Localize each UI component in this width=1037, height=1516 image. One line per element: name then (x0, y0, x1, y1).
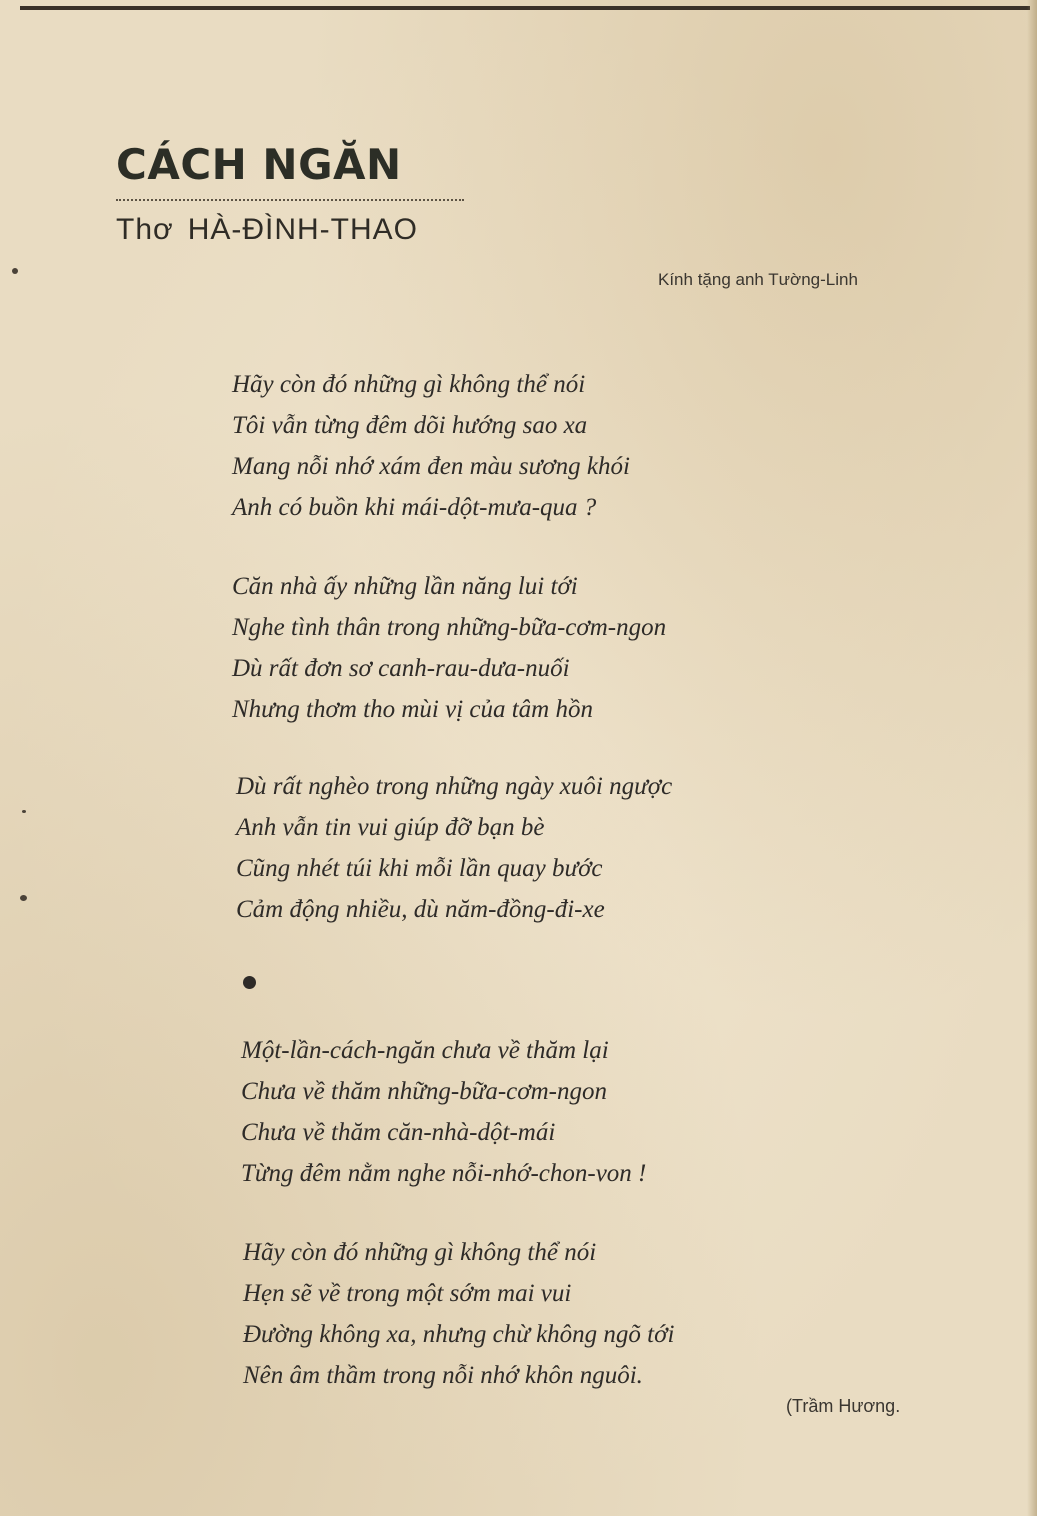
dedication: Kính tặng anh Tường-Linh (658, 270, 858, 289)
poem-line: Nhưng thơm tho mùi vị của tâm hồn (232, 696, 593, 723)
byline-prefix: Thơ (116, 213, 174, 246)
poem-line: Hãy còn đó những gì không thể nói (243, 1239, 597, 1266)
poem-line: Dù rất đơn sơ canh-rau-dưa-nuối (232, 655, 570, 682)
poem-line: Hãy còn đó những gì không thể nói (232, 371, 586, 398)
stanza-3 (236, 766, 672, 930)
signature: (Trầm Hương. (786, 1396, 901, 1416)
author-name: HÀ-ĐÌNH-THAO (187, 213, 419, 246)
poem-line: Từng đêm nằm nghe nỗi-nhớ-chon-von ! (241, 1160, 647, 1187)
poem-line: Anh có buồn khi mái-dột-mưa-qua ? (232, 494, 597, 521)
poem-line: Căn nhà ấy những lần năng lui tới (232, 573, 578, 600)
paper-speck (22, 810, 26, 813)
stanza-1 (232, 364, 630, 528)
poem-line: Tôi vẫn từng đêm dõi hướng sao xa (232, 412, 588, 439)
top-border-rule (20, 6, 1030, 10)
page-edge-shadow (1027, 0, 1037, 1516)
poem-line: Nghe tình thân trong những-bữa-cơm-ngon (232, 614, 667, 641)
stanza-2 (232, 566, 666, 730)
poem-line: Hẹn sẽ về trong một sớm mai vui (243, 1280, 572, 1307)
byline (116, 213, 418, 247)
stanza-4 (241, 1030, 646, 1194)
poem-line: Nên âm thầm trong nỗi nhớ khôn nguôi. (243, 1362, 643, 1389)
poem-title: CÁCH NGĂN (116, 140, 402, 189)
poem-line: Anh vẫn tin vui giúp đỡ bạn bè (236, 814, 545, 841)
paper-speck (20, 895, 27, 901)
poem-line: Một-lần-cách-ngăn chưa về thăm lại (241, 1037, 609, 1064)
poem-line: Đường không xa, nhưng chừ không ngõ tới (243, 1321, 675, 1348)
poem-line: Mang nỗi nhớ xám đen màu sương khói (232, 453, 630, 480)
paper-speck (12, 268, 18, 274)
title-dotted-rule (116, 199, 464, 201)
stanza-5 (243, 1232, 674, 1396)
poem-line: Cũng nhét túi khi mỗi lần quay bước (236, 855, 603, 882)
stanza-divider-dot (243, 976, 256, 989)
poem-line: Chưa về thăm những-bữa-cơm-ngon (241, 1078, 607, 1105)
poem-line: Chưa về thăm căn-nhà-dột-mái (241, 1119, 556, 1146)
poem-line: Dù rất nghèo trong những ngày xuôi ngược (236, 773, 673, 800)
poem-line: Cảm động nhiều, dù năm-đồng-đi-xe (236, 896, 605, 923)
